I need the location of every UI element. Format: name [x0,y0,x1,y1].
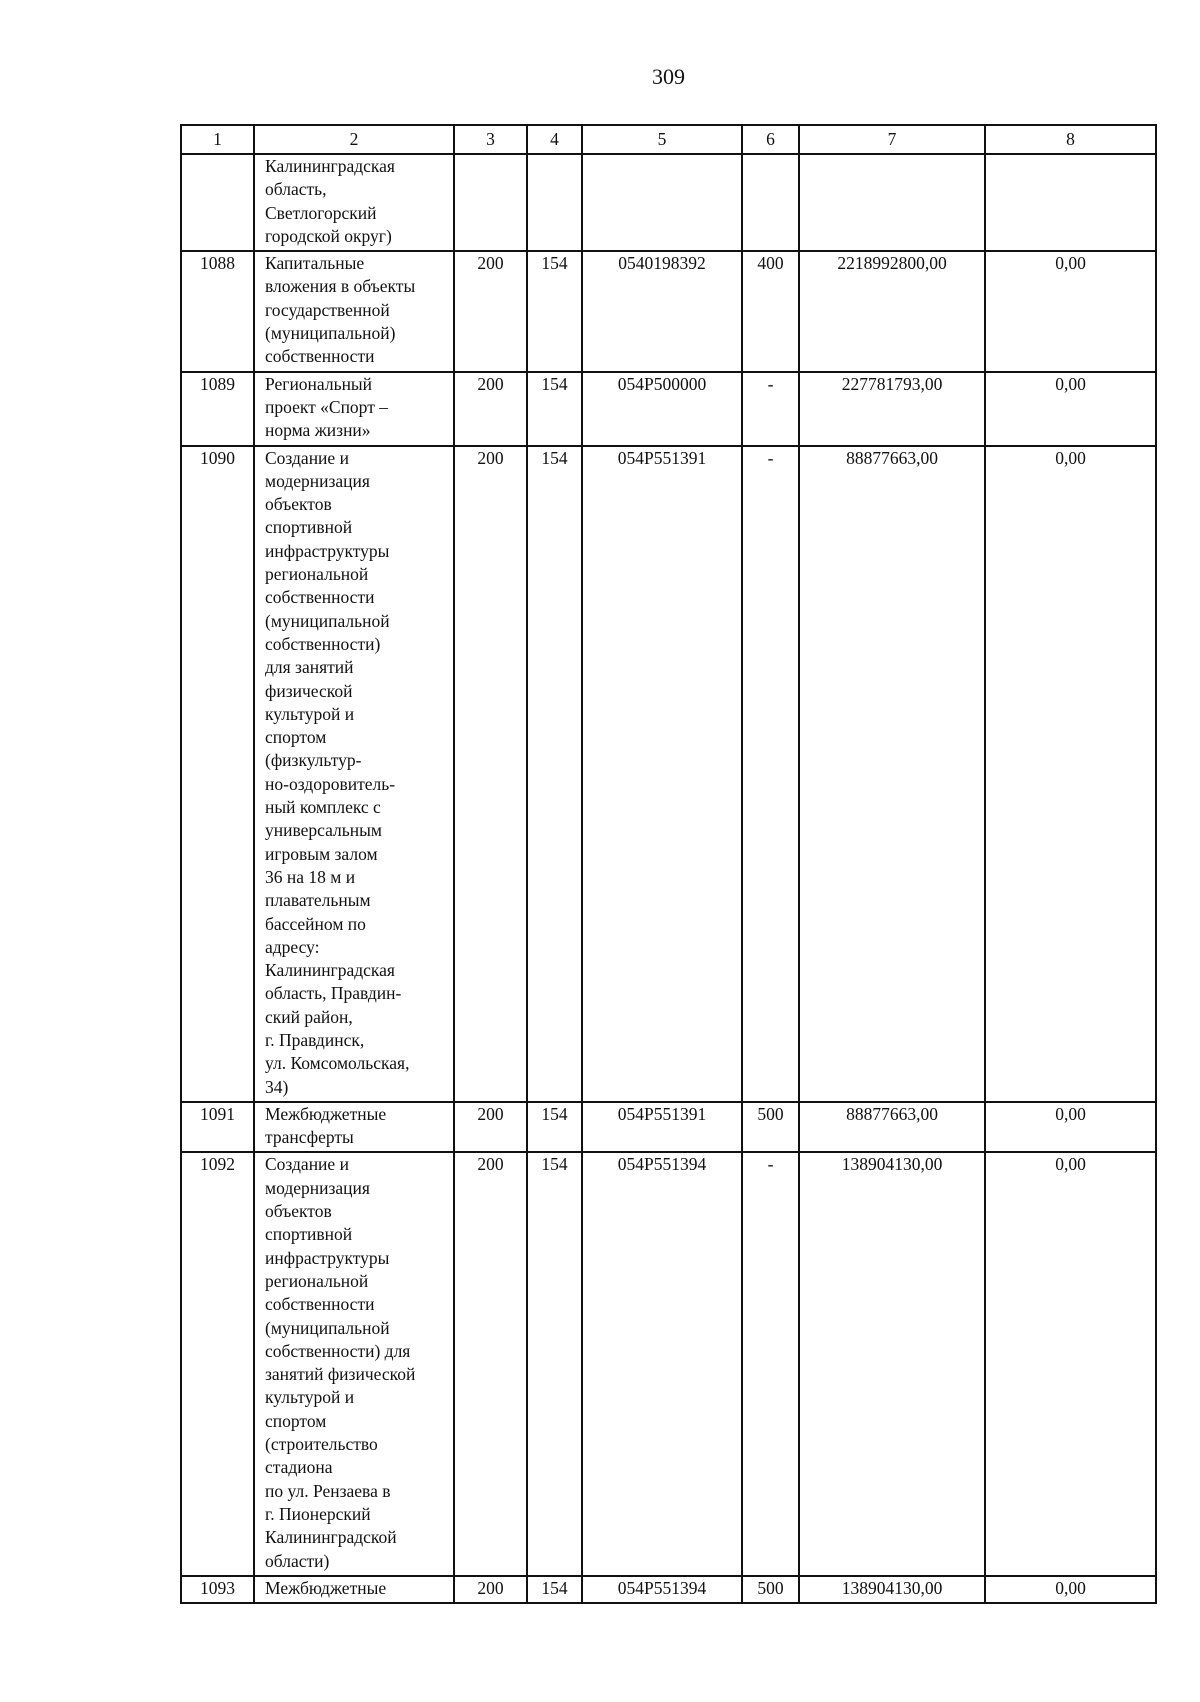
cell-col5: 054P500000 [582,372,742,446]
cell-col8: 0,00 [985,1102,1156,1153]
row-name: Калининградская область, Светлогорский городской округ) [254,154,454,251]
column-header: 2 [254,125,454,154]
cell-col6: - [742,372,799,446]
column-header: 6 [742,125,799,154]
cell-col7: 227781793,00 [799,372,985,446]
budget-table [180,124,1157,1604]
cell-col6: - [742,1152,799,1575]
cell-col4: 154 [527,372,582,446]
cell-col8: 0,00 [985,372,1156,446]
cell-col6: 500 [742,1102,799,1153]
row-number: 1093 [181,1576,254,1603]
column-header: 8 [985,125,1156,154]
table-row [181,1576,1156,1603]
cell-col3: 200 [454,1576,527,1603]
cell-col4 [527,154,582,251]
row-number: 1090 [181,446,254,1102]
cell-col6: 400 [742,251,799,371]
cell-col3: 200 [454,446,527,1102]
row-name: Создание и модернизация объектов спортивной инфраструктуры региональной собственности (муниципальной собственности) для занятий физической культурой и спортом (физкультур- но-оздоровитель- ный комплекс с универсальным игровым залом 36 на 18 м и плавательным бассейном по адресу: Калининградская область, Правдин- ский район, г. Правдинск, ул. Комсомольская, 34) [254,446,454,1102]
cell-col6: - [742,446,799,1102]
cell-col5: 054P551394 [582,1576,742,1603]
cell-col3: 200 [454,372,527,446]
table-row [181,251,1156,371]
row-name: Региональный проект «Спорт – норма жизни» [254,372,454,446]
table-row [181,446,1156,1102]
row-name: Создание и модернизация объектов спортивной инфраструктуры региональной собственности (муниципальной собственности) для занятий физической культурой и спортом (строительство стадиона по ул. Рензаева в г. Пионерский Калининградской области) [254,1152,454,1575]
cell-col4: 154 [527,446,582,1102]
column-header: 3 [454,125,527,154]
cell-col7: 2218992800,00 [799,251,985,371]
row-name: Капитальные вложения в объекты государственной (муниципальной) собственности [254,251,454,371]
cell-col6 [742,154,799,251]
column-header: 7 [799,125,985,154]
row-number: 1088 [181,251,254,371]
row-number [181,154,254,251]
column-header: 4 [527,125,582,154]
row-number: 1091 [181,1102,254,1153]
cell-col5: 0540198392 [582,251,742,371]
row-name: Межбюджетные [254,1576,454,1603]
table-row [181,1152,1156,1575]
cell-col3: 200 [454,1102,527,1153]
cell-col3: 200 [454,251,527,371]
cell-col5 [582,154,742,251]
row-number: 1089 [181,372,254,446]
cell-col7: 88877663,00 [799,1102,985,1153]
cell-col7: 88877663,00 [799,446,985,1102]
cell-col5: 054P551391 [582,1102,742,1153]
cell-col4: 154 [527,1152,582,1575]
cell-col3 [454,154,527,251]
table-row [181,154,1156,251]
header-row [181,125,1156,154]
cell-col8: 0,00 [985,1576,1156,1603]
table-row [181,1102,1156,1153]
cell-col8: 0,00 [985,1152,1156,1575]
cell-col4: 154 [527,1102,582,1153]
cell-col8: 0,00 [985,251,1156,371]
column-header: 5 [582,125,742,154]
cell-col3: 200 [454,1152,527,1575]
page-number: 309 [652,64,685,89]
cell-col7: 138904130,00 [799,1152,985,1575]
column-header: 1 [181,125,254,154]
row-number: 1092 [181,1152,254,1575]
cell-col8: 0,00 [985,446,1156,1102]
row-name: Межбюджетные трансферты [254,1102,454,1153]
table-row [181,372,1156,446]
cell-col4: 154 [527,251,582,371]
cell-col6: 500 [742,1576,799,1603]
cell-col7 [799,154,985,251]
cell-col5: 054P551394 [582,1152,742,1575]
cell-col7: 138904130,00 [799,1576,985,1603]
cell-col5: 054P551391 [582,446,742,1102]
cell-col4: 154 [527,1576,582,1603]
cell-col8 [985,154,1156,251]
